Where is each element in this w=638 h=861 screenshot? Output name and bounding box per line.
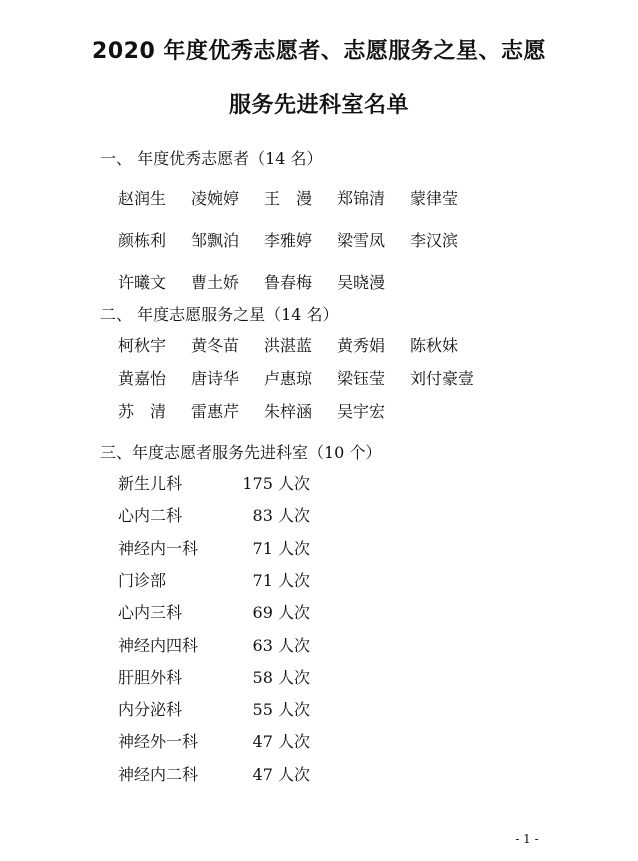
section-1-heading: 一、 年度优秀志愿者（14 名） xyxy=(100,149,323,168)
department-count: 63 人次 xyxy=(252,635,310,655)
department-name: 神经内一科 xyxy=(118,538,199,558)
volunteer-name: 梁钰莹 xyxy=(337,369,386,388)
department-count: 175 人次 xyxy=(242,474,310,493)
volunteer-name: 黄嘉怡 xyxy=(118,369,167,388)
volunteer-name: 李雅婷 xyxy=(264,231,313,250)
volunteer-name: 黄秀娟 xyxy=(337,336,386,355)
document-title-line-1: 2020 年度优秀志愿者、志愿服务之星、志愿 xyxy=(92,39,546,64)
department-count: 69 人次 xyxy=(252,603,310,623)
volunteer-name: 梁雪凤 xyxy=(337,231,386,250)
volunteer-name: 吴晓漫 xyxy=(337,273,386,292)
volunteer-name: 柯秋宇 xyxy=(118,336,167,355)
volunteer-name: 邹飘泊 xyxy=(191,231,240,250)
volunteer-name: 王 漫 xyxy=(264,189,313,208)
volunteer-name: 赵润生 xyxy=(118,189,167,208)
volunteer-name: 刘付豪壹 xyxy=(410,369,475,388)
department-name: 心内三科 xyxy=(118,603,183,623)
volunteer-name: 黄冬苗 xyxy=(191,336,240,355)
volunteer-name: 洪湛蓝 xyxy=(264,336,313,355)
section-2-heading: 二、 年度志愿服务之星（14 名） xyxy=(100,305,339,324)
volunteer-name: 苏 清 xyxy=(118,402,167,421)
volunteer-name: 凌婉婷 xyxy=(191,189,240,208)
volunteer-name: 陈秋妹 xyxy=(410,336,459,355)
department-count: 71 人次 xyxy=(252,538,310,558)
section-3-heading: 三、年度志愿者服务先进科室（10 个） xyxy=(100,443,382,462)
volunteer-name: 卢惠琼 xyxy=(264,369,313,388)
department-count: 83 人次 xyxy=(252,506,310,526)
page-number: - 1 - xyxy=(515,832,539,846)
department-count: 55 人次 xyxy=(252,700,310,720)
department-count: 71 人次 xyxy=(252,570,310,590)
volunteer-name: 朱梓涵 xyxy=(264,402,313,421)
department-count: 47 人次 xyxy=(252,732,310,752)
volunteer-name: 颜栋利 xyxy=(118,231,167,250)
volunteer-name: 郑锦清 xyxy=(337,189,386,208)
volunteer-name: 蒙律莹 xyxy=(410,189,459,208)
volunteer-name: 鲁春梅 xyxy=(264,273,313,292)
volunteer-name: 李汉滨 xyxy=(410,231,459,250)
volunteer-name: 许曦文 xyxy=(118,273,167,292)
department-name: 神经外一科 xyxy=(118,732,199,752)
department-name: 肝胆外科 xyxy=(118,667,183,687)
department-count: 47 人次 xyxy=(252,764,310,784)
department-name: 新生儿科 xyxy=(118,474,183,493)
department-name: 神经内四科 xyxy=(118,635,199,655)
volunteer-name: 唐诗华 xyxy=(191,369,240,388)
department-name: 门诊部 xyxy=(118,570,167,590)
volunteer-name: 吴宇宏 xyxy=(337,402,386,421)
document-title-line-2: 服务先进科室名单 xyxy=(228,93,409,118)
department-name: 神经内二科 xyxy=(118,764,199,784)
volunteer-name: 雷惠芹 xyxy=(191,402,240,421)
volunteer-name: 曹土娇 xyxy=(191,273,240,292)
department-name: 内分泌科 xyxy=(118,700,183,720)
department-name: 心内二科 xyxy=(118,506,183,526)
department-count: 58 人次 xyxy=(252,667,310,687)
